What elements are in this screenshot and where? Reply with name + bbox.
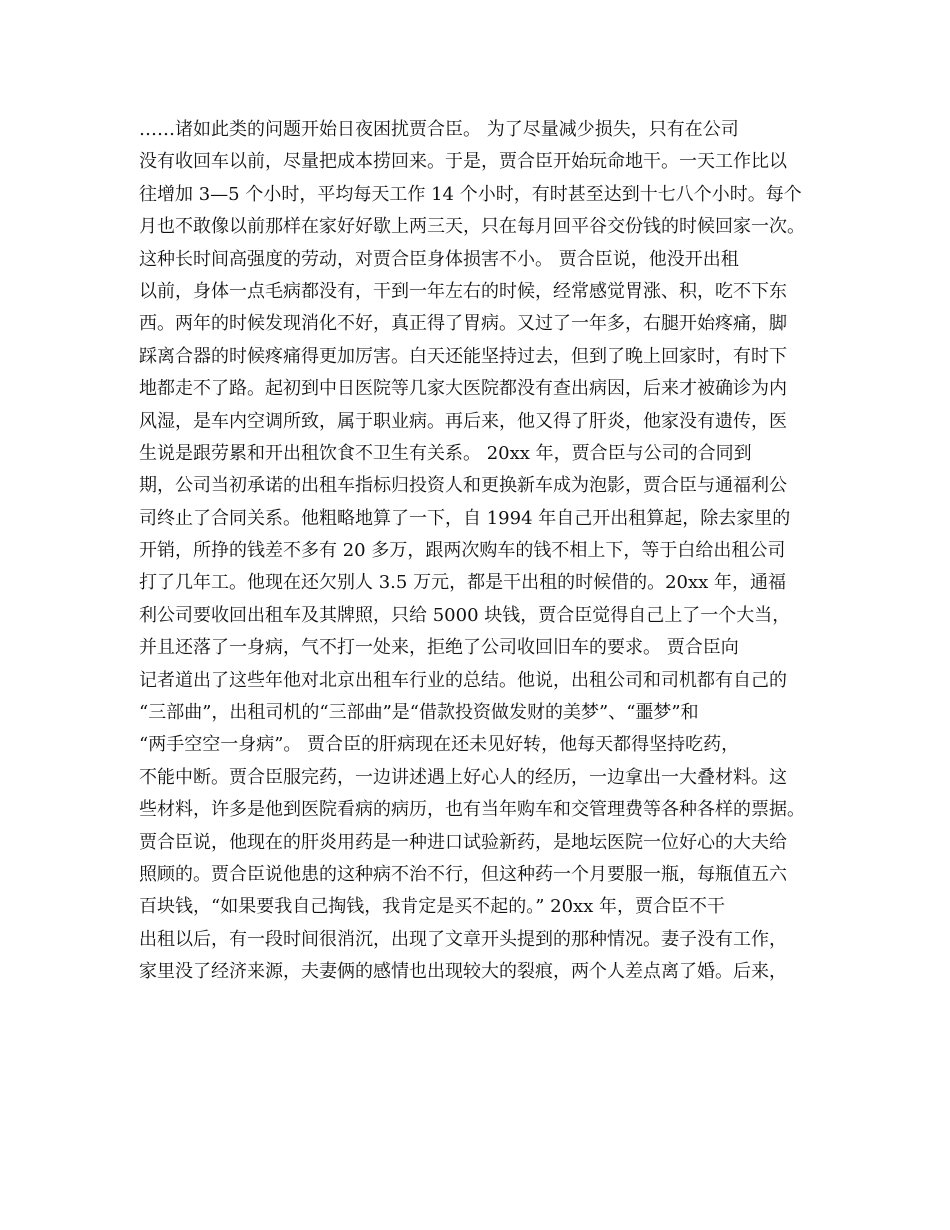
text-line: 些材料，许多是他到医院看病的病历，也有当年购车和交管理费等各种各样的票据。 (139, 799, 805, 821)
text-line: 期，公司当初承诺的出租车指标归投资人和更换新车成为泡影，贾合臣与通福利公 (139, 475, 787, 497)
text-line: 月也不敢像以前那样在家好好歇上两三天，只在每月回平谷交份钱的时候回家一次。 (139, 216, 805, 238)
article-body (139, 114, 829, 989)
text-line: 百块钱，“如果要我自己掏钱，我肯定是买不起的。” 20xx 年，贾合臣不干 (139, 896, 726, 918)
text-line: 利公司要收回出租车及其牌照，只给 5000 块钱，贾合臣觉得自己上了一个大当， (139, 604, 791, 626)
text-line: “三部曲”，出租司机的“三部曲”是“借款投资做发财的美梦”、“噩梦”和 (139, 702, 699, 724)
text-line: 地都走不了路。起初到中日医院等几家大医院都没有查出病因，后来才被确诊为内 (139, 378, 787, 400)
text-line: 没有收回车以前，尽量把成本捞回来。于是，贾合臣开始玩命地干。一天工作比以 (139, 151, 787, 173)
text-line: 踩离合器的时候疼痛得更加厉害。白天还能坚持过去，但到了晚上回家时，有时下 (139, 345, 787, 367)
text-line: 西。两年的时候发现消化不好，真正得了胃病。又过了一年多，右腿开始疼痛，脚 (139, 313, 787, 335)
text-line: 照顾的。贾合臣说他患的这种病不治不行，但这种药一个月要服一瓶，每瓶值五六 (139, 863, 787, 885)
text-line: “两手空空一身病”。 贾合臣的肝病现在还未见好转，他每天都得坚持吃药， (139, 734, 740, 756)
text-line: 记者道出了这些年他对北京出租车行业的总结。他说，出租公司和司机都有自己的 (139, 669, 787, 691)
text-line: 贾合臣说，他现在的肝炎用药是一种进口试验新药，是地坛医院一位好心的大夫给 (139, 831, 787, 853)
text-line: 并且还落了一身病，气不打一处来，拒绝了公司收回旧车的要求。 贾合臣向 (139, 637, 739, 659)
text-line: 这种长时间高强度的劳动，对贾合臣身体损害不小。 贾合臣说，他没开出租 (139, 248, 739, 270)
text-line: 不能中断。贾合臣服完药，一边讲述遇上好心人的经历，一边拿出一大叠材料。这 (139, 766, 787, 788)
text-line: 打了几年工。他现在还欠别人 3.5 万元，都是干出租的时候借的。20xx 年，通福 (139, 572, 786, 594)
text-line: 司终止了合同关系。他粗略地算了一下，自 1994 年自己开出租算起，除去家里的 (139, 507, 791, 529)
text-line: 出租以后，有一段时间很消沉，出现了文章开头提到的那种情况。妻子没有工作， (139, 928, 787, 950)
text-line: 以前，身体一点毛病都没有，干到一年左右的时候，经常感觉胃涨、积，吃不下东 (139, 280, 787, 302)
text-line: 风湿，是车内空调所致，属于职业病。再后来，他又得了肝炎，他家没有遗传，医 (139, 410, 787, 432)
text-line: 家里没了经济来源，夫妻俩的感情也出现较大的裂痕，两个人差点离了婚。后来， (139, 961, 787, 983)
text-line: ……诸如此类的问题开始日夜困扰贾合臣。 为了尽量减少损失，只有在公司 (139, 119, 739, 140)
text-line: 生说是跟劳累和开出租饮食不卫生有关系。 20xx 年，贾合臣与公司的合同到 (139, 442, 752, 464)
text-line: 开销，所挣的钱差不多有 20 多万，跟两次购车的钱不相上下，等于白给出租公司 (139, 540, 786, 562)
text-line: 往增加 3—5 个小时，平均每天工作 14 个小时，有时甚至达到十七八个小时。每个 (139, 183, 802, 205)
